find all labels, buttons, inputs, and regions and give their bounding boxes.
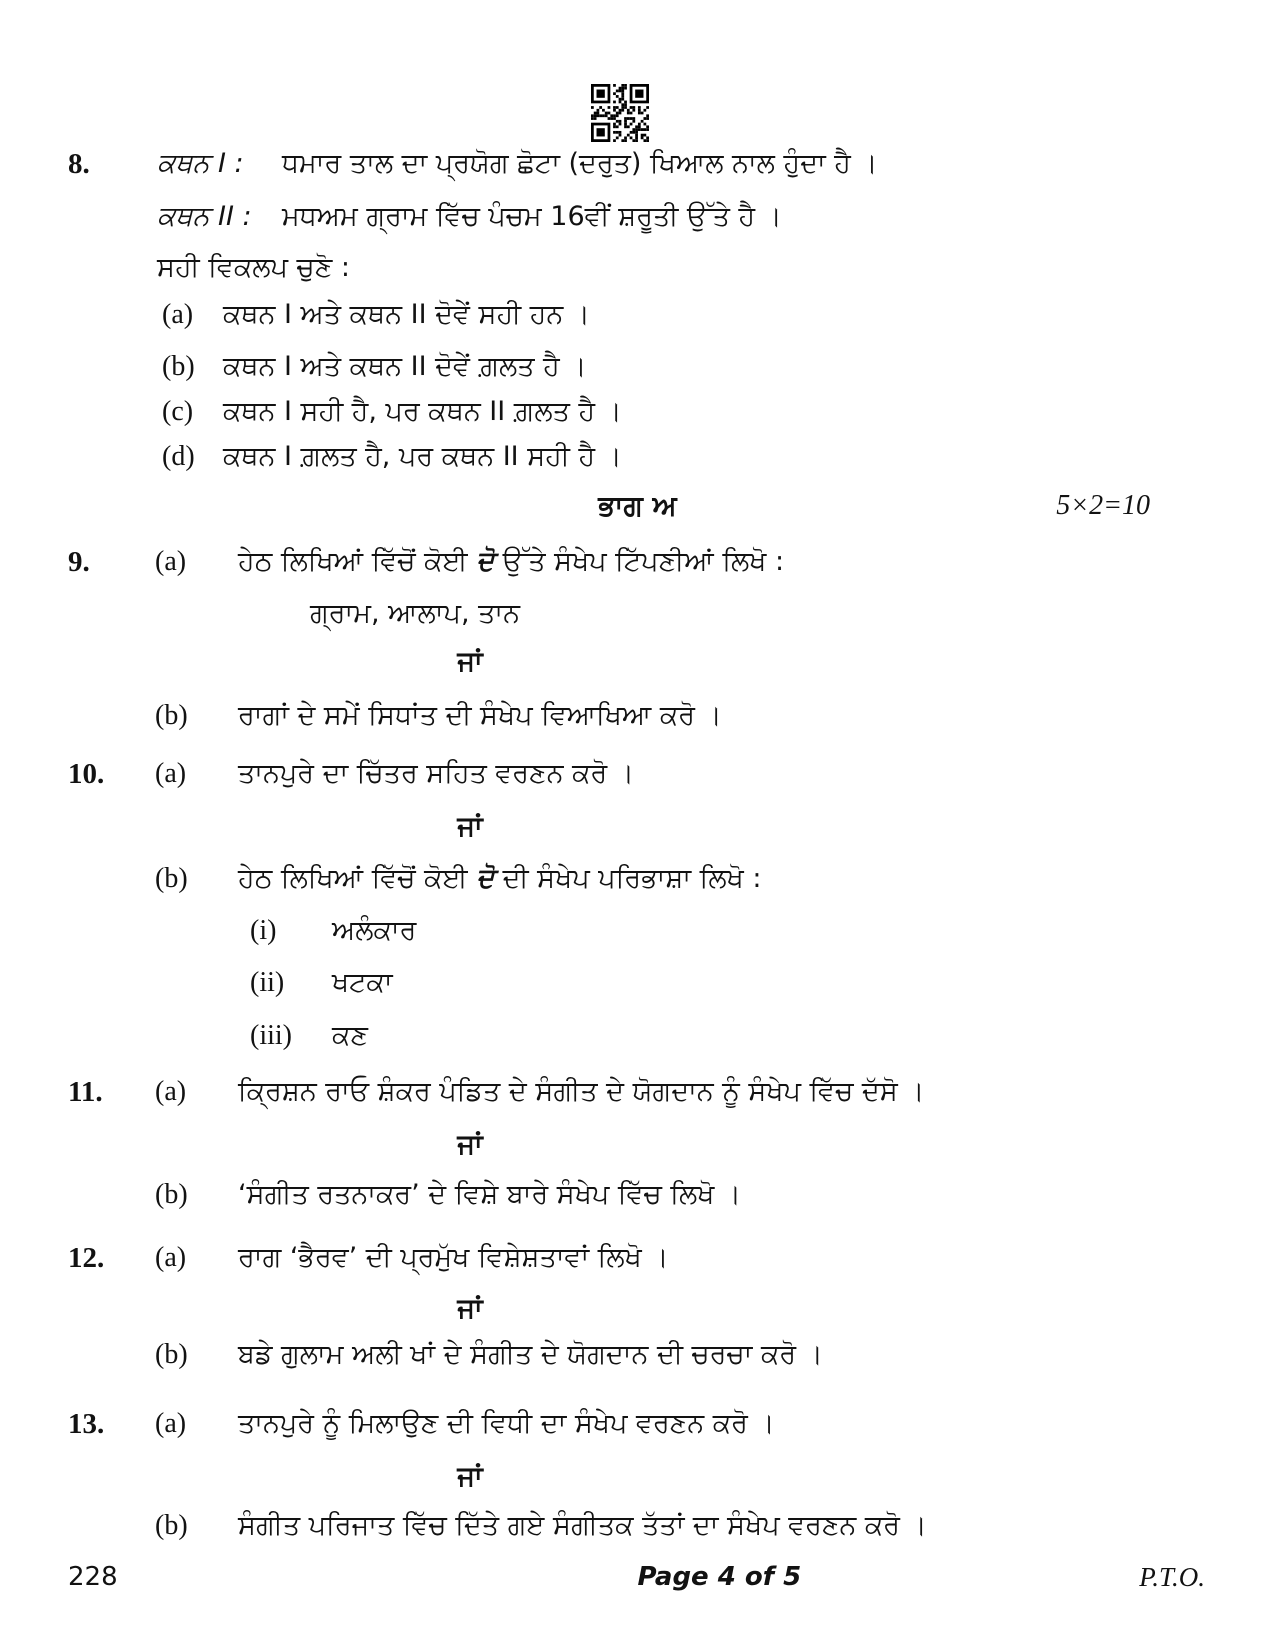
or-label: ਜਾਂ: [457, 1461, 483, 1492]
subitem-text: ਕਣ: [332, 1020, 368, 1051]
question-number: 9.: [68, 546, 90, 578]
statement-label: ਕਥਨ II :: [157, 201, 252, 232]
part-text: ਕ੍ਰਿਸ਼ਨ ਰਾਓ ਸ਼ੰਕਰ ਪੰਡਿਤ ਦੇ ਸੰਗੀਤ ਦੇ ਯੋਗਦਾਨ ਨੂੰ ਸੰਖੇਪ ਵਿੱਚ ਦੱਸੋ ।: [238, 1076, 925, 1107]
prompt-text: ਸਹੀ ਵਿਕਲਪ ਚੁਣੋ :: [157, 252, 350, 283]
q9-topics-line: [0, 595, 1275, 635]
or-separator: [0, 808, 940, 848]
q11-part-a: [0, 1073, 1275, 1113]
part-label: (a): [155, 546, 187, 577]
q8-statement-2: [0, 198, 1275, 238]
subitem-label: (ii): [250, 967, 285, 998]
page-footer: [0, 1560, 1275, 1596]
or-separator: [0, 1126, 940, 1166]
q13-part-b: [0, 1507, 1275, 1547]
part-label: (a): [155, 1408, 187, 1439]
option-text: ਕਥਨ I ਅਤੇ ਕਥਨ II ਦੋਵੇਂ ਸਹੀ ਹਨ ।: [223, 299, 590, 330]
q10-part-b: [0, 860, 1275, 900]
part-text: [238, 860, 761, 898]
qr-code-icon: [591, 84, 649, 142]
option-text: ਕਥਨ I ਗ਼ਲਤ ਹੈ, ਪਰ ਕਥਨ II ਸਹੀ ਹੈ ।: [223, 441, 622, 472]
part-text: ਰਾਗ ‘ਭੈਰਵ’ ਦੀ ਪ੍ਰਮੁੱਖ ਵਿਸ਼ੇਸ਼ਤਾਵਾਂ ਲਿਖੋ ।: [238, 1242, 669, 1273]
or-label: ਜਾਂ: [457, 811, 483, 842]
option-label: (a): [162, 299, 194, 330]
question-number: 13.: [68, 1408, 105, 1440]
or-separator: [0, 1290, 940, 1330]
q9-part-a: [0, 543, 1275, 583]
or-separator: [0, 1458, 940, 1498]
text-fragment: ਉੱਤੇ ਸੰਖੇਪ ਟਿੱਪਣੀਆਂ ਲਿਖੋ :: [494, 546, 785, 577]
part-label: (b): [155, 1510, 188, 1541]
option-label: (d): [162, 441, 195, 472]
q8-option-c: [0, 393, 1275, 433]
emphasized-word: ਦੋ: [476, 546, 495, 577]
statement-text: ਧਮਾਰ ਤਾਲ ਦਾ ਪ੍ਰਯੋਗ ਛੋਟਾ (ਦਰੁਤ) ਖਿਆਲ ਨਾਲ ਹੁੰਦਾ ਹੈ ।: [282, 148, 878, 179]
part-label: (a): [155, 1076, 187, 1107]
statement-label: ਕਥਨ I :: [157, 148, 244, 179]
text-fragment: ਹੇਠ ਲਿਖਿਆਂ ਵਿੱਚੋਂ ਕੋਈ: [238, 546, 477, 577]
q10-subitem-2: [0, 964, 1275, 1004]
or-label: ਜਾਂ: [457, 1129, 483, 1160]
paper-code: 228: [68, 1562, 118, 1592]
emphasized-word: ਦੋ: [476, 863, 495, 894]
part-text: [238, 543, 784, 581]
option-text: ਕਥਨ I ਸਹੀ ਹੈ, ਪਰ ਕਥਨ II ਗ਼ਲਤ ਹੈ ।: [223, 396, 622, 427]
part-label: (b): [155, 700, 188, 731]
question-number: 8.: [68, 148, 90, 180]
part-label: (a): [155, 1242, 187, 1273]
q8-option-b: [0, 348, 1275, 388]
or-separator: [0, 643, 940, 683]
q8-option-a: [0, 296, 1275, 336]
part-text: ਰਾਗਾਂ ਦੇ ਸਮੇਂ ਸਿਧਾਂਤ ਦੀ ਸੰਖੇਪ ਵਿਆਖਿਆ ਕਰੋ ।: [238, 700, 722, 731]
q9-part-b: [0, 697, 1275, 737]
q8-statement-1: [0, 145, 1275, 185]
section-marks: 5×2=10: [1056, 490, 1150, 521]
q10-subitem-3: [0, 1017, 1275, 1057]
q12-part-b: [0, 1336, 1275, 1376]
q10-subitem-1: [0, 912, 1275, 952]
q11-part-b: [0, 1176, 1275, 1216]
part-text: ਸੰਗੀਤ ਪਰਿਜਾਤ ਵਿੱਚ ਦਿੱਤੇ ਗਏ ਸੰਗੀਤਕ ਤੱਤਾਂ ਦਾ ਸੰਖੇਪ ਵਰਣਨ ਕਰੋ ।: [238, 1510, 927, 1541]
question-number: 11.: [68, 1076, 103, 1108]
part-label: (b): [155, 1339, 188, 1370]
page-number: Page 4 of 5: [637, 1562, 802, 1592]
subitem-text: ਅਲੰਕਾਰ: [332, 915, 417, 946]
q8-option-d: [0, 438, 1275, 478]
part-label: (a): [155, 758, 187, 789]
part-text: ਤਾਨਪੁਰੇ ਨੂੰ ਮਿਲਾਉਣ ਦੀ ਵਿਧੀ ਦਾ ਸੰਖੇਪ ਵਰਣਨ ਕਰੋ ।: [238, 1408, 775, 1439]
pto-label: P.T.O.: [1139, 1562, 1205, 1592]
option-label: (c): [162, 396, 194, 427]
subitem-label: (iii): [250, 1020, 292, 1051]
option-text: ਕਥਨ I ਅਤੇ ਕਥਨ II ਦੋਵੇਂ ਗ਼ਲਤ ਹੈ ।: [223, 351, 587, 382]
or-label: ਜਾਂ: [457, 1293, 483, 1324]
statement-text: ਮਧਅਮ ਗ੍ਰਾਮ ਵਿੱਚ ਪੰਚਮ 16ਵੀਂ ਸ਼ਰੂਤੀ ਉੱਤੇ ਹੈ ।: [282, 201, 782, 232]
section-title: ਭਾਗ ਅ: [598, 489, 677, 522]
q8-prompt: [0, 249, 1275, 289]
section-header: [0, 487, 1275, 527]
question-number: 12.: [68, 1242, 105, 1274]
text-fragment: ਦੀ ਸੰਖੇਪ ਪਰਿਭਾਸ਼ਾ ਲਿਖੋ :: [494, 863, 762, 894]
text-fragment: ਹੇਠ ਲਿਖਿਆਂ ਵਿੱਚੋਂ ਕੋਈ: [238, 863, 477, 894]
q13-part-a: [0, 1405, 1275, 1445]
or-label: ਜਾਂ: [457, 646, 483, 677]
part-label: (b): [155, 1179, 188, 1210]
part-text: ਤਾਨਪੁਰੇ ਦਾ ਚਿੱਤਰ ਸਹਿਤ ਵਰਣਨ ਕਰੋ ।: [238, 758, 635, 789]
topics-text: ਗ੍ਰਾਮ, ਆਲਾਪ, ਤਾਨ: [310, 598, 520, 629]
part-text: ਬਡੇ ਗੁਲਾਮ ਅਲੀ ਖਾਂ ਦੇ ਸੰਗੀਤ ਦੇ ਯੋਗਦਾਨ ਦੀ ਚਰਚਾ ਕਰੋ ।: [238, 1339, 823, 1370]
part-label: (b): [155, 863, 188, 894]
question-number: 10.: [68, 758, 105, 790]
option-label: (b): [162, 351, 195, 382]
part-text: ‘ਸੰਗੀਤ ਰਤਨਾਕਰ’ ਦੇ ਵਿਸ਼ੇ ਬਾਰੇ ਸੰਖੇਪ ਵਿੱਚ ਲਿਖੋ ।: [238, 1179, 742, 1210]
subitem-label: (i): [250, 915, 277, 946]
q10-part-a: [0, 755, 1275, 795]
q12-part-a: [0, 1239, 1275, 1279]
subitem-text: ਖਟਕਾ: [332, 967, 393, 998]
